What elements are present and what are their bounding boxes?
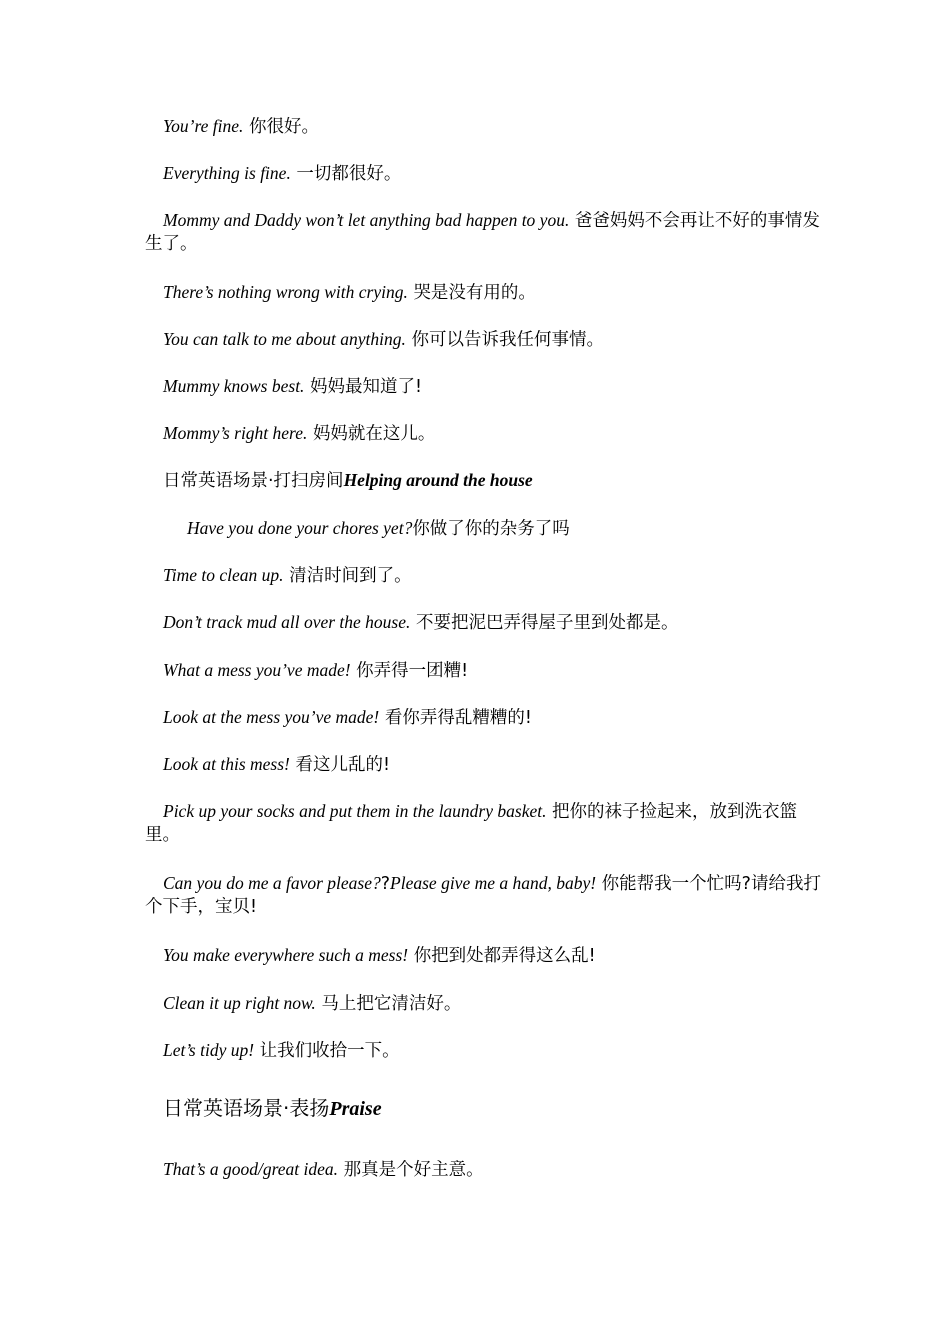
english-phrase: Have you done your chores yet?: [187, 518, 413, 538]
section-heading: [145, 1095, 825, 1122]
english-phrase: What a mess you’ve made!: [163, 660, 351, 680]
english-phrase: Pick up your socks and put them in the laundry basket.: [163, 801, 547, 821]
phrase-line: [145, 753, 825, 777]
english-phrase: There’s nothing wrong with crying.: [163, 282, 408, 302]
phrase-line: [145, 1158, 825, 1182]
chinese-translation: 妈妈最知道了!: [310, 377, 423, 397]
chinese-translation: 让我们收拾一下。: [259, 1041, 400, 1061]
english-phrase: Clean it up right now.: [163, 993, 316, 1013]
chinese-translation: 把你的袜子捡起来，放到洗衣篮里。: [145, 802, 798, 845]
chinese-translation: 你弄得一团糟!: [356, 661, 469, 681]
english-phrase: Mommy and Daddy won’t let anything bad happen to you.: [163, 210, 570, 230]
english-phrase: Mummy knows best.: [163, 376, 305, 396]
phrase-line: [145, 800, 825, 847]
phrase-line: [145, 115, 825, 139]
english-phrase: Look at the mess you’ve made!: [163, 707, 380, 727]
chinese-translation: 你很好。: [248, 117, 319, 137]
english-phrase: You can talk to me about anything.: [163, 329, 406, 349]
chinese-translation: 你做了你的杂务了吗: [412, 519, 570, 539]
phrase-line: [145, 375, 825, 399]
phrase-line: [145, 564, 825, 588]
section-heading-zh: 日常英语场景·表扬: [163, 1096, 330, 1120]
english-phrase: You make everywhere such a mess!: [163, 945, 409, 965]
phrase-line: [145, 328, 825, 352]
english-phrase: Don’t track mud all over the house.: [163, 612, 411, 632]
chinese-translation: 妈妈就在这儿。: [312, 424, 436, 444]
english-phrase: Let’s tidy up!: [163, 1040, 255, 1060]
question-mark: ?: [380, 874, 391, 894]
english-phrase: Time to clean up.: [163, 565, 284, 585]
english-phrase: You’re fine.: [163, 116, 244, 136]
phrase-line: [145, 872, 825, 919]
chinese-translation: 清洁时间到了。: [289, 566, 412, 586]
english-phrase: That’s a good/great idea.: [163, 1159, 339, 1179]
phrase-line: [145, 517, 825, 541]
phrase-line: [145, 162, 825, 186]
chinese-translation: 一切都很好。: [296, 164, 402, 184]
chinese-translation: 马上把它清洁好。: [321, 994, 462, 1014]
phrase-line: [145, 611, 825, 635]
chinese-translation: 哭是没有用的。: [413, 283, 536, 303]
chinese-translation: 那真是个好主意。: [343, 1160, 484, 1180]
section-heading: [145, 469, 825, 493]
section-heading-zh: 日常英语场景·打扫房间: [163, 471, 344, 491]
phrase-line: [145, 422, 825, 446]
chinese-translation: 爸爸妈妈不会再让不好的事情发生了。: [145, 211, 820, 254]
english-phrase: Can you do me a favor please?: [163, 873, 381, 893]
section-heading-en: Praise: [329, 1098, 382, 1120]
phrase-line: [145, 706, 825, 730]
chinese-translation: 看这儿乱的!: [295, 755, 390, 775]
phrase-line: [145, 992, 825, 1016]
chinese-translation: 你把到处都弄得这么乱!: [413, 946, 596, 966]
chinese-translation: 你可以告诉我任何事情。: [411, 330, 604, 350]
phrase-line: [145, 944, 825, 968]
english-phrase-2: Please give me a hand, baby!: [390, 873, 597, 893]
chinese-translation: 你能帮我一个忙吗?请给我打个下手，宝贝!: [145, 874, 821, 917]
phrase-line: [145, 1039, 825, 1063]
phrase-line: [145, 209, 825, 256]
section-heading-en: Helping around the house: [343, 470, 533, 490]
phrase-line: [145, 659, 825, 683]
chinese-translation: 不要把泥巴弄得屋子里到处都是。: [415, 613, 679, 633]
english-phrase: Everything is fine.: [163, 163, 291, 183]
chinese-translation: 看你弄得乱糟糟的!: [384, 708, 532, 728]
phrase-line: [145, 281, 825, 305]
english-phrase: Mommy’s right here.: [163, 423, 308, 443]
english-phrase: Look at this mess!: [163, 754, 290, 774]
